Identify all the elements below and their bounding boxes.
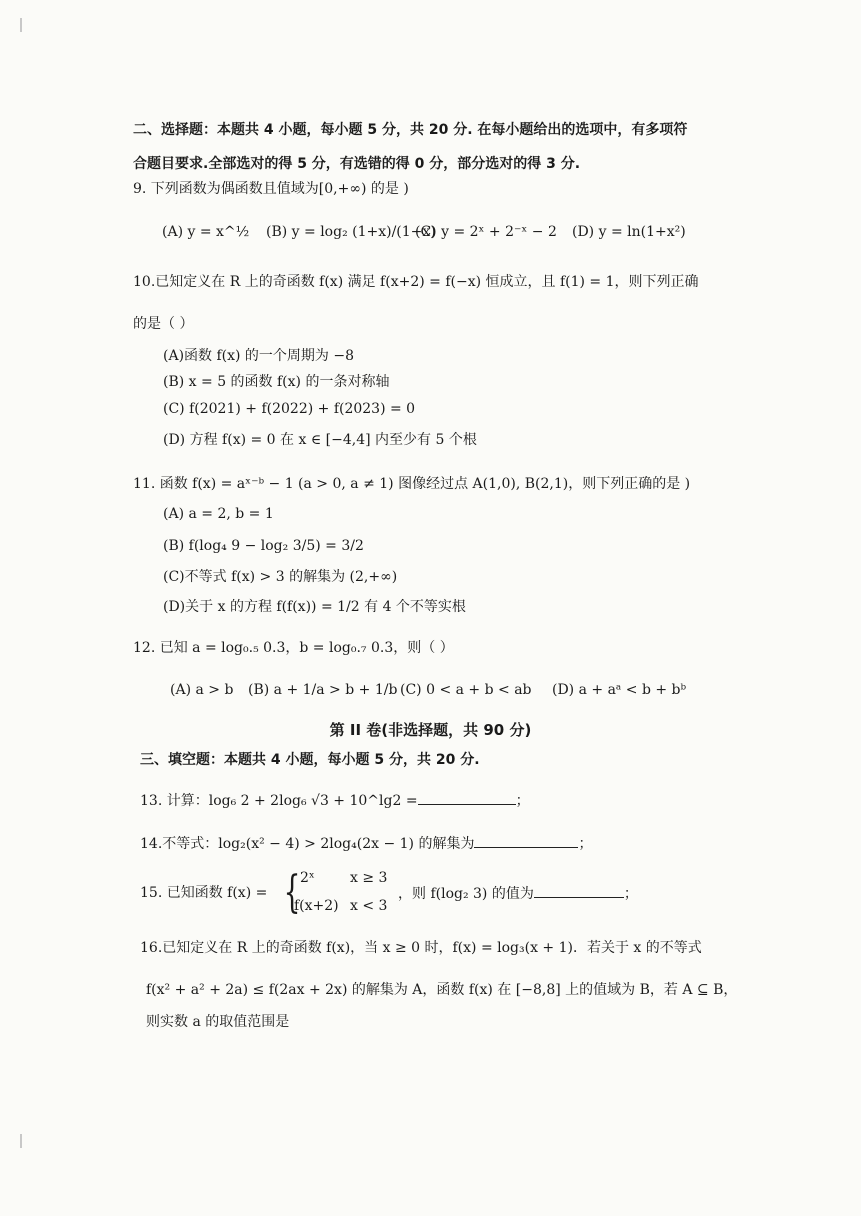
q10-option-a: (A)函数 f(x) 的一个周期为 −8 [163,348,355,364]
q14-answer-blank[interactable] [474,833,578,848]
section3-heading: 三、填空题：本题共 4 小题，每小题 5 分，共 20 分. [140,752,480,768]
q16-line1: 16.已知定义在 R 上的奇函数 f(x)，当 x ≥ 0 时，f(x) = log₃(x + 1)．若关于 x 的不等式 [140,940,702,956]
q15-brace: { [283,867,301,918]
section2-heading-line2: 合题目要求.全部选对的得 5 分，有选错的得 0 分，部分选对的得 3 分. [133,156,581,172]
q14-end: ； [578,836,593,852]
q15-case2-cond: x < 3 [350,898,388,914]
q14-text: 14.不等式：log₂(x² − 4) > 2log₄(2x − 1) 的解集为 [140,836,475,852]
q13-text: 13. 计算：log₆ 2 + 2log₆ √3 + 10^lg2 = [140,793,418,809]
q15-answer-blank[interactable] [534,883,624,898]
q15-case2-expr: f(x+2) [294,898,339,914]
q15-prefix: 15. 已知函数 f(x) = [140,885,268,901]
q15-case1-expr: 2ˣ [300,870,315,886]
q13-answer-blank[interactable] [418,790,516,805]
q10-option-c: (C) f(2021) + f(2022) + f(2023) = 0 [163,401,416,417]
q15-end: ； [623,886,638,902]
q9-stem: 9. 下列函数为偶函数且值域为[0,+∞) 的是 ) [133,181,409,197]
q15-case1-cond: x ≥ 3 [350,870,388,886]
q11-stem: 11. 函数 f(x) = aˣ⁻ᵇ − 1 (a > 0, a ≠ 1) 图像经过点 A(1,0), B(2,1)，则下列正确的是 ) [133,476,691,492]
q14 [140,833,592,854]
q9-option-a: (A) y = x^½ [162,224,250,240]
q13 [140,790,530,811]
q10-option-b: (B) x = 5 的函数 f(x) 的一条对称轴 [163,374,390,390]
q15-tail [398,883,638,904]
q10-stem-line1: 10.已知定义在 R 上的奇函数 f(x) 满足 f(x+2) = f(−x) 恒成立，且 f(1) = 1，则下列正确 [133,274,699,290]
q15-suffix: ，则 f(log₂ 3) 的值为 [398,886,534,902]
q16-line2: f(x² + a² + 2a) ≤ f(2ax + 2x) 的解集为 A，函数 f(x) 在 [−8,8] 上的值域为 B，若 A ⊆ B， [146,982,738,998]
q10-option-d: (D) 方程 f(x) = 0 在 x ∈ [−4,4] 内至少有 5 个根 [163,432,477,448]
q11-option-a: (A) a = 2, b = 1 [163,506,274,522]
q9-option-c: (C) y = 2ˣ + 2⁻ˣ − 2 [415,224,557,240]
scan-edge-mark-bottom [20,1134,22,1148]
q12-option-d: (D) a + aᵃ < b + bᵇ [552,682,687,698]
scan-edge-mark-top [20,18,22,32]
q11-option-c: (C)不等式 f(x) > 3 的解集为 (2,+∞) [163,569,398,585]
q11-option-d: (D)关于 x 的方程 f(f(x)) = 1/2 有 4 个不等实根 [163,599,466,615]
q9-option-b: (B) y = log₂ (1+x)/(1−x) [266,224,436,240]
section2-heading-line1: 二、选择题：本题共 4 小题，每小题 5 分，共 20 分. 在每小题给出的选项中，有多项符 [133,122,688,138]
q12-stem: 12. 已知 a = log₀.₅ 0.3，b = log₀.₇ 0.3，则（ ） [133,640,454,656]
part2-title: 第 II 卷(非选择题，共 90 分) [329,721,532,739]
q12-option-a: (A) a > b [170,682,234,698]
q11-option-b: (B) f(log₄ 9 − log₂ 3/5) = 3/2 [163,538,364,554]
q12-option-b: (B) a + 1/a > b + 1/b [248,682,398,698]
q12-option-c: (C) 0 < a + b < ab [400,682,532,698]
q9-option-d: (D) y = ln(1+x²) [572,224,686,240]
q16-line3: 则实数 a 的取值范围是 [146,1014,290,1030]
q10-stem-line2: 的是（ ） [133,316,194,332]
q13-end: ； [515,793,530,809]
